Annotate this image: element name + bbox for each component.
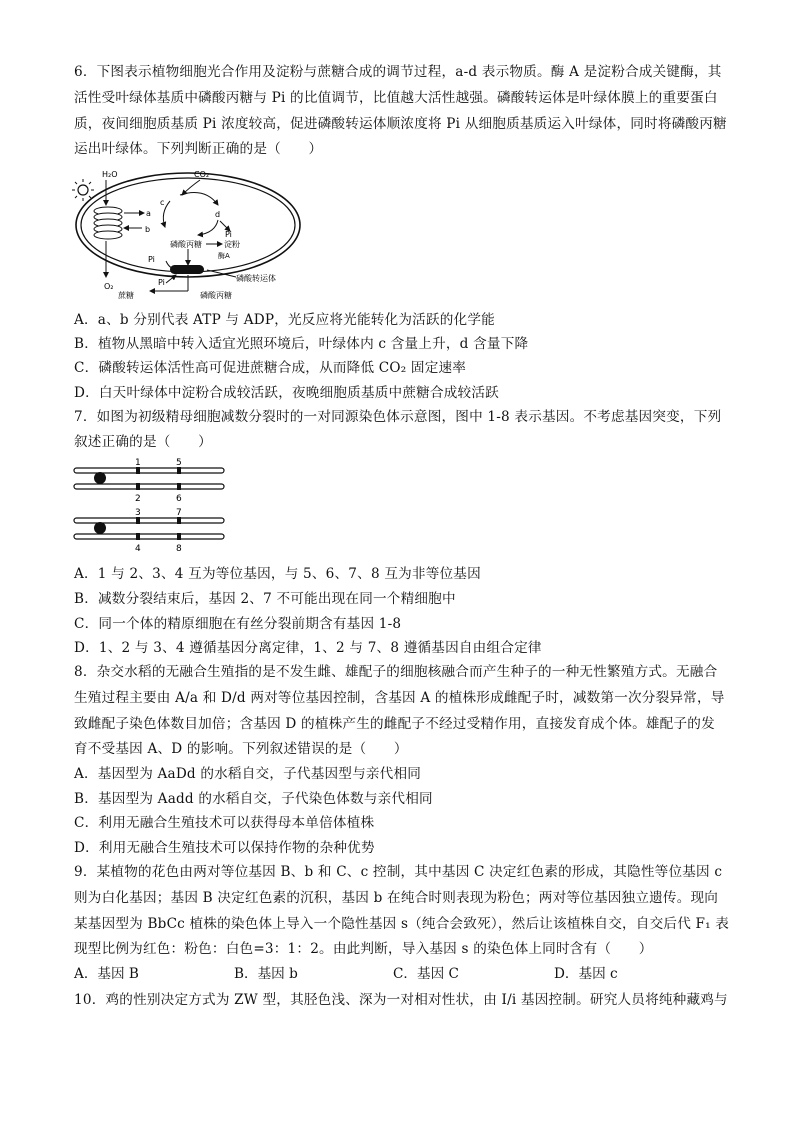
o2-label: O₂ <box>104 282 114 291</box>
q8-stem-line: 生殖过程主要由 A/a 和 D/d 两对等位基因控制，含基因 A 的植株形成雌配子时，减数第一次分裂异常，导 <box>74 690 725 706</box>
q8-option-d: D．利用无融合生殖技术可以保持作物的杂种优势 <box>74 840 375 856</box>
gene-7-label: 7 <box>176 508 182 518</box>
gene-3-label: 3 <box>135 508 141 518</box>
q6-option-d: D．白天叶绿体中淀粉合成较活跃，夜晚细胞质基质中蔗糖合成较活跃 <box>74 385 499 401</box>
q6-option-b: B．植物从黑暗中转入适宜光照环境后，叶绿体内 c 含量上升，d 含量下降 <box>74 336 529 352</box>
phosphate-transporter <box>170 265 204 274</box>
q9-option-b: B．基因 b <box>234 966 298 982</box>
q7-option-d: D．1、2 与 3、4 遵循基因分离定律，1、2 与 7、8 遵循基因自由组合定律 <box>74 640 542 656</box>
starch-label: 淀粉 <box>224 240 240 249</box>
q9-stem-line: 某基因型为 BbCc 植株的染色体上导入一个隐性基因 s（纯合会致死），然后让该植株自交，自交后代 F₁ 表 <box>74 916 730 932</box>
q6-option-a: A．a、b 分别代表 ATP 与 ADP，光反应将光能转化为活跃的化学能 <box>74 312 495 328</box>
gene-5-label: 5 <box>176 458 182 468</box>
q6-stem-line: 6．下图表示植物细胞光合作用及淀粉与蔗糖合成的调节过程，a-d 表示物质。酶 A 是淀粉合成关键酶，其 <box>74 64 722 80</box>
h2o-label: H₂O <box>102 170 118 179</box>
triose-phosphate-label-stroma: 磷酸丙糖 <box>170 240 202 249</box>
pi-label-cytosol: Pi <box>158 278 165 287</box>
gene-8-label: 8 <box>176 544 182 554</box>
d-label: d <box>215 210 221 219</box>
q7-stem-line: 7．如图为初级精母细胞减数分裂时的一对同源染色体示意图，图中 1-8 表示基因。不考虑基因突变，下列 <box>74 409 722 425</box>
q8-stem-line: 致雌配子染色体数目加倍；含基因 D 的植株产生的雌配子不经过受精作用，直接发育成个体。雄配子的发 <box>74 716 715 732</box>
q6-stem-line: 质，夜间细胞质基质 Pi 浓度较高，促进磷酸转运体顺浓度将 Pi 从细胞质基质运入叶绿体，同时将磷酸丙糖 <box>74 116 727 132</box>
q9-option-a: A．基因 B <box>74 966 139 982</box>
gene-1-label: 1 <box>135 458 141 468</box>
pi-label-stroma: Pi <box>225 230 232 239</box>
q9-stem-line: 现型比例为红色：粉色：白色=3：1：2。由此判断，导入基因 s 的染色体上同时含有（ ） <box>74 941 653 957</box>
q7-option-b: B．减数分裂结束后，基因 2、7 不可能出现在同一个精细胞中 <box>74 591 456 607</box>
q7-option-c: C．同一个体的精原细胞在有丝分裂前期含有基因 1-8 <box>74 616 402 632</box>
q8-option-b: B．基因型为 Aadd 的水稻自交，子代染色体数与亲代相同 <box>74 791 433 807</box>
homologous-chromosomes-diagram <box>70 458 230 558</box>
pi-label-inner: Pi <box>148 255 155 264</box>
chloroplast-diagram <box>70 165 310 307</box>
q10-stem-line: 10．鸡的性别决定方式为 ZW 型，其胫色浅、深为一对相对性状，由 I/i 基因控制。研究人员将纯种藏鸡与 <box>74 992 728 1008</box>
enzyme-a-label: 酶A <box>218 252 230 260</box>
centromere-bottom <box>94 522 106 534</box>
triose-phosphate-label-cytosol: 磷酸丙糖 <box>200 291 232 300</box>
q8-option-a: A．基因型为 AaDd 的水稻自交，子代基因型与亲代相同 <box>74 766 422 782</box>
centromere-top <box>94 472 106 484</box>
gene-2-label: 2 <box>135 494 141 504</box>
sun-icon <box>72 179 94 201</box>
q9-option-c: C．基因 C <box>393 966 459 982</box>
a-label: a <box>146 209 151 218</box>
gene-6-label: 6 <box>176 494 182 504</box>
transporter-label: 磷酸转运体 <box>236 274 276 283</box>
q6-stem-line: 运出叶绿体。下列判断正确的是（ ） <box>74 141 323 157</box>
c-label: c <box>160 198 165 207</box>
q6-option-c: C．磷酸转运体活性高可促进蔗糖合成，从而降低 CO₂ 固定速率 <box>74 360 467 376</box>
q8-stem-line: 8．杂交水稻的无融合生殖指的是不发生雌、雄配子的细胞核融合而产生种子的一种无性繁殖方式。无融合 <box>74 664 718 680</box>
q8-stem-line: 育不受基因 A、D 的影响。下列叙述错误的是（ ） <box>74 741 408 757</box>
b-label: b <box>145 225 151 234</box>
thylakoid-stack <box>94 207 122 239</box>
q7-stem-line: 叙述正确的是（ ） <box>74 434 212 450</box>
co2-label: CO₂ <box>194 170 210 179</box>
q7-option-a: A．1 与 2、3、4 互为等位基因，与 5、6、7、8 互为非等位基因 <box>74 566 481 582</box>
sucrose-label: 蔗糖 <box>118 291 134 300</box>
q6-stem-line: 活性受叶绿体基质中磷酸丙糖与 Pi 的比值调节，比值越大活性越强。磷酸转运体是叶绿体膜上的重要蛋白 <box>74 90 718 106</box>
q9-stem-line: 则为白化基因；基因 B 决定红色素的沉积，基因 b 在纯合时则表现为粉色；两对等位基因独立遗传。现向 <box>74 890 719 906</box>
q9-option-d: D．基因 c <box>554 966 618 982</box>
gene-4-label: 4 <box>135 544 141 554</box>
q9-stem-line: 9．某植物的花色由两对等位基因 B、b 和 C、c 控制，其中基因 C 决定红色素的形成，其隐性等位基因 c <box>74 864 723 880</box>
q8-option-c: C．利用无融合生殖技术可以获得母本单倍体植株 <box>74 815 375 831</box>
